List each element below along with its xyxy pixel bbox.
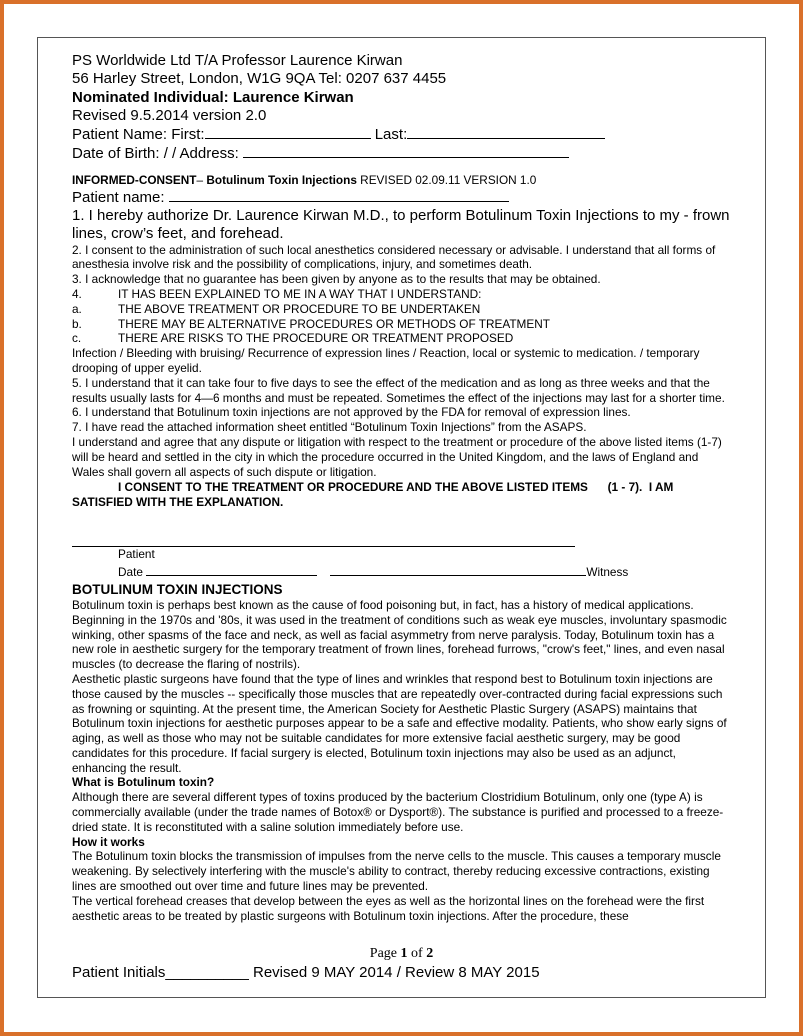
- list-item: [72, 331, 732, 346]
- initials-label: Patient Initials: [72, 964, 166, 981]
- consent-patient-name-label: Patient name:: [72, 188, 165, 206]
- list-text: IT HAS BEEN EXPLAINED TO ME IN A WAY THAT I UNDERSTAND:: [118, 286, 482, 301]
- consent-item-1: 1. I hereby authorize Dr. Laurence Kirwan M.D., to perform Botulinum Toxin Injections to my - frown lines, crow’s feet, and forehead.: [72, 206, 730, 242]
- consent-patient-name-row: [72, 188, 732, 207]
- date-field[interactable]: [146, 562, 317, 576]
- first-name-field[interactable]: [205, 125, 371, 139]
- clinic-address: 56 Harley Street, London, W1G 9QA Tel: 0207 637 4455: [72, 70, 447, 88]
- nominated-individual: Nominated Individual: Laurence Kirwan: [72, 88, 354, 106]
- list-item: [72, 317, 732, 332]
- consent-title: [72, 173, 732, 188]
- footer-initials-row: [72, 964, 540, 981]
- consent-item-5: 5. I understand that it can take four to five days to see the effect of the medication and as long as three weeks and that the results usually lasts for 4—6 months and must be repeated. Sometimes the effect of the injections may last for a shorter time.: [72, 375, 725, 405]
- clinic-name: PS Worldwide Ltd T/A Professor Laurence Kirwan: [72, 52, 403, 69]
- info-paragraph-2: Aesthetic plastic surgeons have found that the type of lines and wrinkles that respond best to Botulinum toxin injections are those caused by the muscles -- specifically those muscles that are repeatedly over-contracted during facial expressions such as frowning or squinting. At the present time, the American Society for Aesthetic Plastic Surgery (ASAPS) maintains that Botulinum toxin injections for aesthetic purposes appear to be a safe and effective modality. Patients, who show early signs of aging, as well as those who may not be suitable candidates for more extensive facial aesthetic surgery, may be good candidates for this procedure. If facial surgery is elected, Botulinum toxin injections may also be used as an adjunct, enhancing the result.: [72, 671, 727, 775]
- consent-patient-name-field[interactable]: [169, 188, 509, 202]
- list-text: THERE MAY BE ALTERNATIVE PROCEDURES OR METHODS OF TREATMENT: [118, 316, 550, 331]
- witness-field[interactable]: [330, 562, 586, 576]
- consent-title-sub: Botulinum Toxin Injections: [206, 172, 357, 187]
- revision-note: Revised 9.5.2014 version 2.0: [72, 106, 267, 124]
- consent-item-7: 7. I have read the attached information sheet entitled “Botulinum Toxin Injections” from the ASAPS.: [72, 420, 587, 435]
- info-paragraph-1: Botulinum toxin is perhaps best known as the cause of food poisoning but, in fact, has a history of medical applications. Beginning in the 1970s and '80s, it was used in the treatment of conditions such as weak eye muscles, involuntary spasmodic winking, other spasms of the face and neck, as well as facial asymmetry from nerve paralysis. Today, Botulinum toxin has a new role in aesthetic surgery for the temporary treatment of frown lines, forehead furrows, "crow's feet," lines, and even nasal muscles (to decrease the flaring of nostrils).: [72, 597, 727, 672]
- date-witness-row: [118, 562, 732, 580]
- risk-list: Infection / Bleeding with bruising/ Recurrence of expression lines / Reaction, local or systemic to medication. / temporary drooping of upper eyelid.: [72, 346, 700, 375]
- page-number: [38, 946, 765, 962]
- list-text: THERE ARE RISKS TO THE PROCEDURE OR TREATMENT PROPOSED: [118, 331, 514, 346]
- document-content: [72, 52, 732, 923]
- list-text: THE ABOVE TREATMENT OR PROCEDURE TO BE UNDERTAKEN: [118, 301, 481, 316]
- consent-item-3: 3. I acknowledge that no guarantee has been given by anyone as to the results that may be obtained.: [72, 272, 601, 287]
- document-page: [37, 37, 766, 998]
- list-marker: 4.: [72, 286, 82, 301]
- jurisdiction-clause: I understand and agree that any dispute or litigation with respect to the treatment or procedure of the above listed items (1-7) will be heard and settled in the city in which the procedure occurred in the United Kingdom, and the laws of England and Wales shall govern all aspects of such dispute or litigation.: [72, 434, 722, 479]
- list-marker: a.: [72, 301, 82, 316]
- patient-last-label: Last:: [374, 126, 408, 144]
- list-marker: b.: [72, 316, 82, 331]
- info-paragraph-5: The vertical forehead creases that develop between the eyes as well as the horizontal lines on the forehead were the first aesthetic areas to be treated by plastic surgeons with Botulinum toxin injections. After the procedure, these: [72, 893, 705, 923]
- footer-revision: Revised 9 MAY 2014 / Review 8 MAY 2015: [248, 964, 540, 981]
- patient-signature-label: Patient: [118, 547, 155, 562]
- list-item: [72, 302, 732, 317]
- dob-address-label: Date of Birth: / / Address:: [72, 145, 239, 163]
- info-paragraph-4: The Botulinum toxin blocks the transmission of impulses from the nerve cells to the muscle. This causes a temporary muscle weakening. By selectively interfering with the muscle's ability to contract, thereby reducing excessive contractions, existing lines are smoothed out over time and future lines may be prevented.: [72, 849, 721, 894]
- page-word: Page: [369, 946, 401, 961]
- initials-field[interactable]: __________: [165, 964, 249, 981]
- address-field[interactable]: [243, 144, 569, 158]
- patient-first-label: Patient Name: First:: [72, 126, 205, 144]
- consent-item-2: 2. I consent to the administration of such local anesthetics considered necessary or advisable. I understand that all forms of anesthesia involve risk and the possibility of complications, injury, and sometimes death.: [72, 242, 716, 272]
- consent-statement: I CONSENT TO THE TREATMENT OR PROCEDURE AND THE ABOVE LISTED ITEMS (1 - 7). I AM SATISFIED WITH THE EXPLANATION.: [72, 480, 677, 510]
- info-paragraph-3: Although there are several different types of toxins produced by the bacterium Clostridium Botulinum, only one (type A) is commercially available (under the trade names of Botox® or Dysport®). The substance is purified and processed to a freeze-dried state. It is reconstituted with a saline solution immediately before use.: [72, 790, 724, 834]
- list-item: [72, 287, 732, 302]
- consent-title-main: INFORMED-CONSENT: [72, 172, 197, 187]
- patient-signature-line[interactable]: [72, 528, 575, 547]
- page-total: 2: [426, 946, 434, 961]
- date-label: Date: [118, 565, 143, 580]
- consent-item-6: 6. I understand that Botulinum toxin injections are not approved by the FDA for removal of expression lines.: [72, 405, 631, 420]
- info-heading-what: What is Botulinum toxin?: [72, 775, 215, 790]
- patient-name-row: [72, 125, 732, 144]
- dob-row: [72, 144, 732, 163]
- page-current: 1: [400, 946, 408, 961]
- of-word: of: [407, 946, 427, 961]
- info-heading-how: How it works: [72, 834, 145, 849]
- last-name-field[interactable]: [407, 125, 605, 139]
- consent-title-revision: REVISED 02.09.11 VERSION 1.0: [356, 172, 537, 187]
- info-title: BOTULINUM TOXIN INJECTIONS: [72, 581, 283, 597]
- consent-title-dash: –: [196, 172, 207, 187]
- list-marker: c.: [72, 331, 82, 346]
- witness-label: Witness: [586, 565, 629, 580]
